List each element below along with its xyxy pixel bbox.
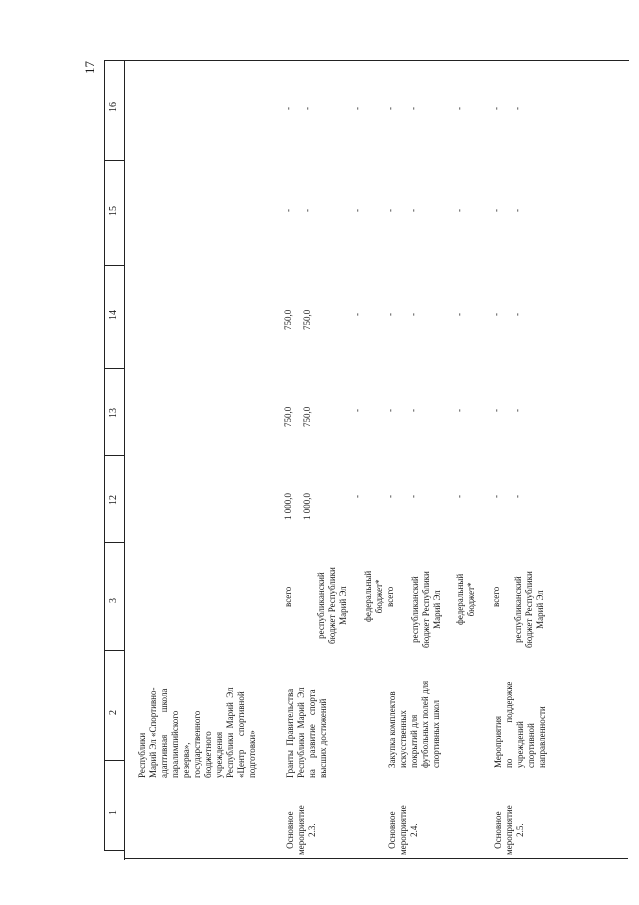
row1-col16-total: -	[283, 107, 293, 110]
table-header-border	[124, 60, 629, 61]
row3-col15-republic: -	[512, 209, 522, 212]
row3-col16-total: -	[491, 107, 501, 110]
row3-col15-total: -	[491, 209, 501, 212]
row2-budget-republic: республиканский бюджет Республики Марий Эл	[410, 571, 442, 648]
row2-col15-total: -	[385, 209, 395, 212]
row3-budget-total: всего	[491, 586, 501, 607]
row3-col13-total: -	[491, 409, 501, 412]
row3-budget-republic: республиканский бюджет Республики Марий Эл	[513, 571, 545, 648]
row1-col14-federal: -	[352, 313, 362, 316]
row1-col16-federal: -	[352, 107, 362, 110]
header-col-13: 13	[108, 408, 119, 418]
row2-col13-federal: -	[454, 409, 464, 412]
header-right-border	[124, 60, 125, 860]
row2-col12-republic: -	[408, 495, 418, 498]
row2-col15-federal: -	[454, 209, 464, 212]
header-col-12: 12	[108, 495, 119, 505]
row2-col13-republic: -	[408, 409, 418, 412]
header-col-14: 14	[108, 310, 119, 320]
header-col-2: 2	[108, 710, 119, 715]
row1-col13-republic: 750,0	[302, 406, 312, 427]
row1-col15-total: -	[283, 209, 293, 212]
row2-col16-federal: -	[454, 107, 464, 110]
table-bottom-border-2	[124, 858, 628, 859]
header-col-15: 15	[108, 206, 119, 216]
row3-col13-republic: -	[512, 409, 522, 412]
row2-col14-total: -	[385, 313, 395, 316]
header-sep-2	[104, 650, 124, 651]
row1-col13-total: 750,0	[283, 406, 293, 427]
row1-col14-republic: 750,0	[302, 309, 312, 330]
row1-budget-total: всего	[283, 586, 293, 607]
row3-col16-republic: -	[512, 107, 522, 110]
row1-col16-republic: -	[302, 107, 312, 110]
row3-col12-total: -	[491, 495, 501, 498]
row2-measure-title: Закупка комплектов искусственных покрытий для футбольных полей для спортивных школ	[387, 680, 441, 768]
row1-col12-federal: -	[352, 495, 362, 498]
row2-col14-federal: -	[454, 313, 464, 316]
row2-budget-federal: федеральный бюджет*	[455, 573, 476, 625]
row1-col15-federal: -	[352, 209, 362, 212]
header-sep-4	[104, 455, 124, 456]
row1-col13-federal: -	[352, 409, 362, 412]
row2-col15-republic: -	[408, 209, 418, 212]
header-col-1: 1	[108, 810, 119, 815]
row2-col12-total: -	[385, 495, 395, 498]
header-sep-3	[104, 542, 124, 543]
header-sep-6	[104, 265, 124, 266]
row1-col14-total: 750,0	[283, 309, 293, 330]
row3-col12-republic: -	[512, 495, 522, 498]
row1-budget-federal: федеральный бюджет*	[363, 570, 384, 622]
header-sep-5	[104, 368, 124, 369]
row0-executor-text: Республики Марий Эл «Спортивно- адаптивная школа паралимпийского резерва», государственного бюджетного учреждения Республики Марий Эл «Центр спортивной подготовки»	[137, 687, 257, 778]
row1-col12-republic: 1 000,0	[302, 493, 312, 520]
row3-measure-label: Основное мероприятие 2.5.	[493, 805, 525, 855]
row2-col12-federal: -	[454, 495, 464, 498]
header-sep-7	[104, 160, 124, 161]
row2-col14-republic: -	[408, 313, 418, 316]
header-col-3: 3	[108, 598, 119, 603]
row2-col16-republic: -	[408, 107, 418, 110]
row3-col14-total: -	[491, 313, 501, 316]
header-sep-1	[104, 760, 124, 761]
row2-budget-total: всего	[385, 586, 395, 607]
row3-measure-title: Мероприятия по поддержке учреждений спортивной направленности	[493, 681, 547, 768]
row2-measure-label: Основное мероприятие 2.4.	[387, 805, 419, 855]
row1-col12-total: 1 000,0	[283, 493, 293, 520]
header-col-16: 16	[108, 102, 119, 112]
row1-measure-title: Гранты Правительства Республики Марий Эл на развитие спорта высших достижений	[285, 687, 328, 778]
row2-col13-total: -	[385, 409, 395, 412]
row2-col16-total: -	[385, 107, 395, 110]
row1-budget-republic: республиканский бюджет Республики Марий Эл	[316, 567, 348, 644]
table-bottom-border	[104, 850, 124, 851]
page-number: 17	[82, 61, 97, 74]
row1-col15-republic: -	[302, 209, 312, 212]
row1-measure-label: Основное мероприятие 2.3.	[285, 805, 317, 855]
row3-col14-republic: -	[512, 313, 522, 316]
